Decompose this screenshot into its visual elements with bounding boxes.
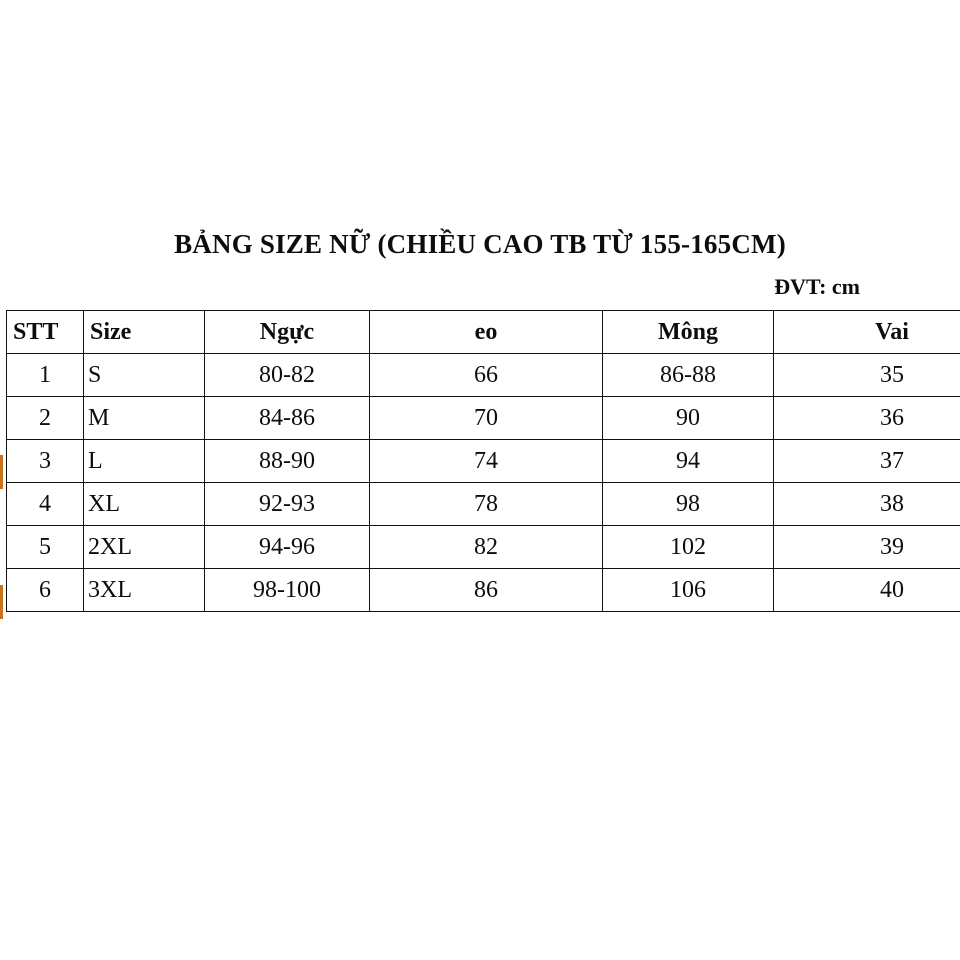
- cell-stt: 4: [7, 483, 84, 526]
- table-row: [7, 440, 960, 483]
- cell-eo: 74: [370, 440, 603, 483]
- cell-vai: 36: [774, 397, 960, 440]
- cell-size: M: [84, 397, 205, 440]
- cell-size: 2XL: [84, 526, 205, 569]
- table-row: [7, 397, 960, 440]
- table-row: [7, 569, 960, 612]
- table-row: [7, 483, 960, 526]
- cell-mong: 98: [603, 483, 774, 526]
- cell-nguc: 92-93: [205, 483, 370, 526]
- cell-vai: 37: [774, 440, 960, 483]
- cell-nguc: 84-86: [205, 397, 370, 440]
- cell-nguc: 80-82: [205, 354, 370, 397]
- table-row: [7, 526, 960, 569]
- cell-vai: 35: [774, 354, 960, 397]
- cell-mong: 90: [603, 397, 774, 440]
- cell-stt: 6: [7, 569, 84, 612]
- cell-nguc: 88-90: [205, 440, 370, 483]
- cell-eo: 70: [370, 397, 603, 440]
- cell-vai: 38: [774, 483, 960, 526]
- size-table: [6, 310, 960, 612]
- cell-eo: 82: [370, 526, 603, 569]
- table-row: [7, 354, 960, 397]
- cell-mong: 106: [603, 569, 774, 612]
- cell-size: 3XL: [84, 569, 205, 612]
- size-chart-block: [0, 228, 960, 612]
- cell-eo: 66: [370, 354, 603, 397]
- cell-stt: 1: [7, 354, 84, 397]
- unit-note: ĐVT: cm: [774, 274, 860, 300]
- column-header-vai: Vai: [774, 311, 960, 354]
- cell-stt: 3: [7, 440, 84, 483]
- cell-mong: 102: [603, 526, 774, 569]
- column-header-stt: STT: [7, 311, 84, 354]
- table-header-row: [7, 311, 960, 354]
- cell-eo: 86: [370, 569, 603, 612]
- cell-stt: 2: [7, 397, 84, 440]
- cell-eo: 78: [370, 483, 603, 526]
- cell-size: XL: [84, 483, 205, 526]
- column-header-nguc: Ngực: [205, 311, 370, 354]
- cell-nguc: 98-100: [205, 569, 370, 612]
- cell-nguc: 94-96: [205, 526, 370, 569]
- page-title: BẢNG SIZE NỮ (CHIỀU CAO TB TỪ 155-165CM): [174, 229, 786, 259]
- cell-size: S: [84, 354, 205, 397]
- cell-vai: 40: [774, 569, 960, 612]
- column-header-mong: Mông: [603, 311, 774, 354]
- cell-vai: 39: [774, 526, 960, 569]
- cell-size: L: [84, 440, 205, 483]
- cell-stt: 5: [7, 526, 84, 569]
- column-header-eo: eo: [370, 311, 603, 354]
- cell-mong: 86-88: [603, 354, 774, 397]
- column-header-size: Size: [84, 311, 205, 354]
- cell-mong: 94: [603, 440, 774, 483]
